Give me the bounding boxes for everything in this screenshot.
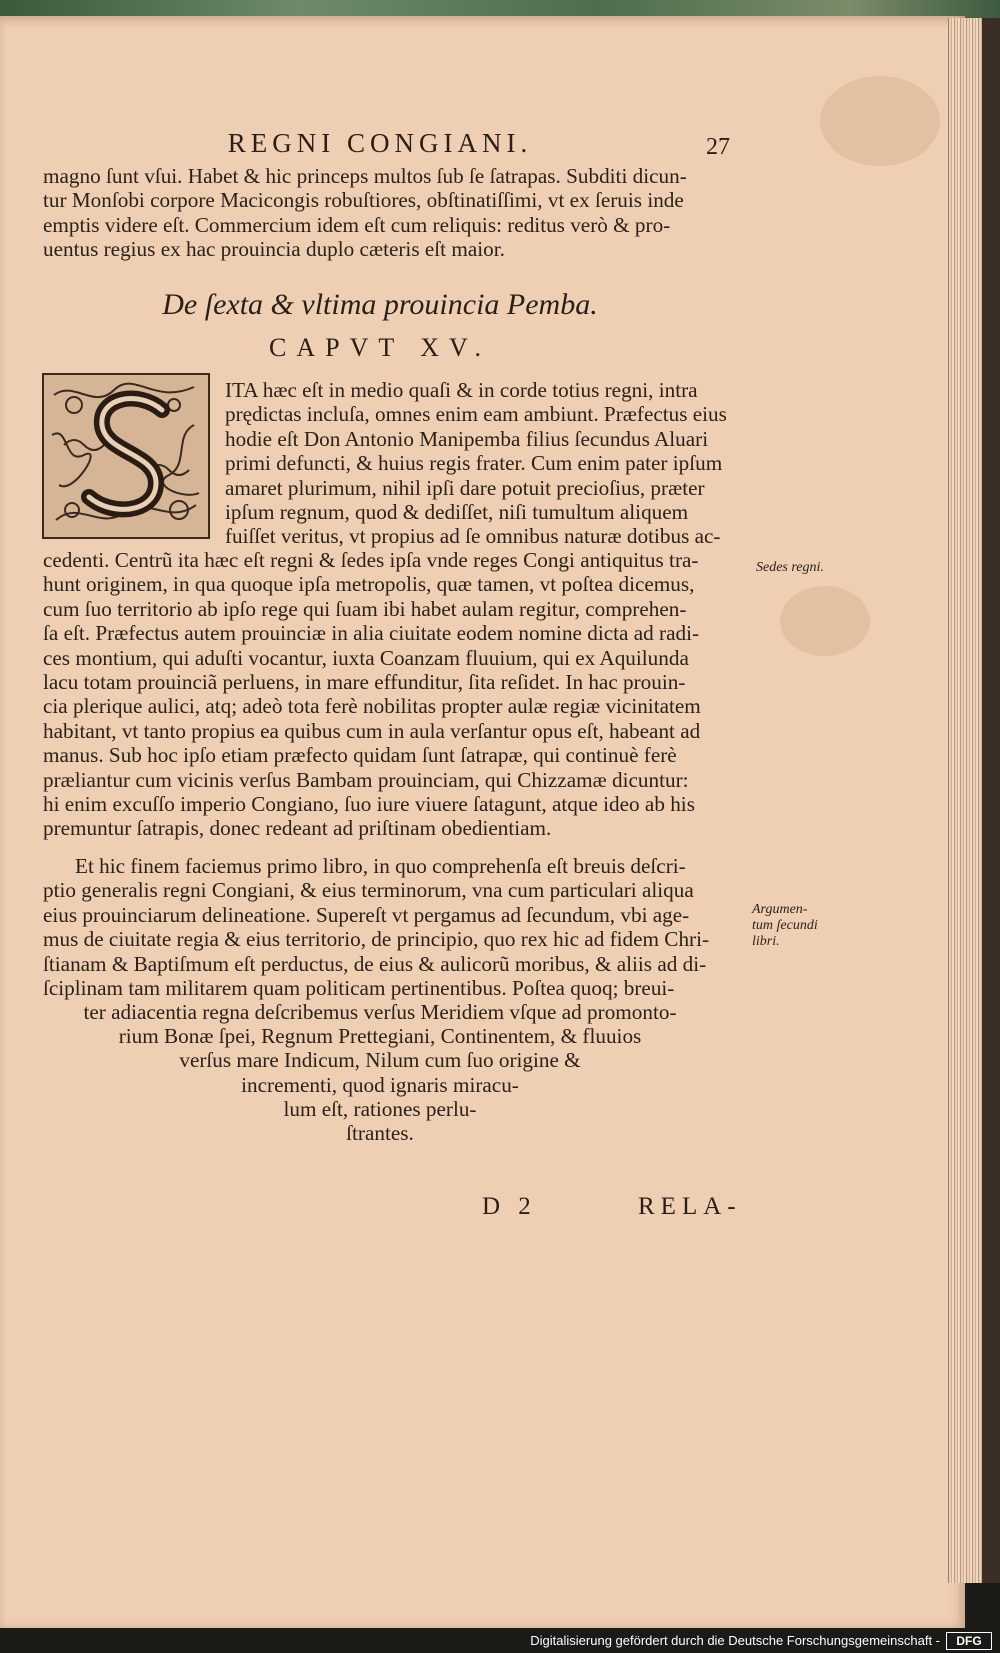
- text-line: manus. Sub hoc ipſo etiam præfecto quidam ſunt ſatrapæ, qui continuè ferè: [43, 743, 677, 768]
- text-line: amaret plurimum, nihil ipſi dare potuit precioſius, præter: [225, 475, 705, 500]
- margin-note-sedes: Sedes regni.: [756, 560, 824, 575]
- top-paragraph: [43, 164, 755, 262]
- text-line: cum ſuo territorio ab ipſo rege qui ſuam ibi habet aulam regitur, comprehen-: [43, 596, 687, 621]
- page-number: 27: [706, 134, 730, 160]
- signature-mark: D 2: [482, 1193, 537, 1220]
- text-line: primi defuncti, & huius regis frater. Cum enim pater ipſum: [225, 451, 723, 476]
- taper-line: ſtrantes.: [346, 1121, 414, 1145]
- chapter-label: CAPVT XV.: [269, 333, 491, 362]
- text-line: ipſum regnum, quod & dediſſet, niſi tumultum aliquem: [225, 500, 689, 525]
- text-line: uentus regius ex hac prouincia duplo cæteris eſt maior.: [43, 237, 505, 262]
- text-line: ſtianam & Baptiſmum eſt perductus, de eius & aulicorũ moribus, & aliis ad di-: [43, 951, 707, 976]
- text-line: hodie eſt Don Antonio Manipemba filius ſecundus Aluari: [225, 426, 709, 451]
- text-line: emptis videre eſt. Commercium idem eſt cum reliquis: reditus verò & pro-: [43, 212, 671, 237]
- text-line: fuiſſet veritus, vt propius ad ſe omnibus naturæ dotibus ac-: [225, 524, 721, 549]
- text-line: Et hic finem faciemus primo libro, in quo comprehenſa eſt breuis deſcri-: [75, 854, 686, 878]
- taper-line: rium Bonæ ſpei, Regnum Prettegiani, Continentem, & fluuios: [118, 1024, 642, 1048]
- text-line: magno ſunt vſui. Habet & hic princeps multos ſub ſe ſatrapas. Subditi dicun-: [43, 164, 687, 188]
- paper-stain: [780, 586, 870, 656]
- taper-line: incrementi, quod ignaris miracu-: [241, 1073, 519, 1097]
- text-line: tur Monſobi corpore Macicongis robuſtiores, obſtinatiſſimi, vt ex ſeruis inde: [43, 188, 684, 213]
- text-line: hunt originem, in qua quoque ipſa metropolis, quæ tamen, vt poſtea dicemus,: [43, 572, 695, 597]
- margin-note-line: libri.: [752, 934, 780, 949]
- taper-line: ter adiacentia regna deſcribemus verſus Meridiem vſque ad promonto-: [83, 1000, 677, 1024]
- text-line: ITA hæc eſt in medio quaſi & in corde totius regni, intra: [225, 378, 698, 402]
- text-line: prędictas incluſa, omnes enim eam ambiunt. Præfectus eius: [225, 402, 727, 427]
- text-line: cedenti. Centrũ ita hæc eſt regni & ſedes ipſa vnde reges Congi antiquitus tra-: [43, 548, 699, 572]
- text-line: eius prouinciarum delineatione. Supereſt vt pergamus ad ſecundum, vbi age-: [43, 902, 690, 927]
- main-paragraph: [43, 548, 755, 841]
- taper-line: verſus mare Indicum, Nilum cum ſuo origine &: [179, 1048, 581, 1072]
- taper-line: lum eſt, rationes perlu-: [283, 1097, 477, 1121]
- page-fore-edge: [948, 18, 983, 1583]
- text-line: ſa eſt. Præfectus autem prouinciæ in alia ciuitate eodem nomine dicta ad radi-: [43, 621, 700, 646]
- first-paragraph-opening: [225, 378, 755, 549]
- running-title: REGNI CONGIANI.: [227, 128, 533, 158]
- text-line: premuntur ſatrapis, donec redeant ad priſtinam obedientiam.: [43, 816, 552, 841]
- text-line: mus de ciuitate regia & eius territorio, de principio, quo rex hic ad fidem Chri-: [43, 927, 710, 952]
- margin-note-argumentum: [752, 902, 818, 950]
- section-heading: De ſexta & vltima prouincia Pemba.: [162, 288, 598, 321]
- text-line: cia plerique aulici, atq; adeò tota ferè nobilitas propter aulæ regiæ vicinitatem: [43, 694, 701, 719]
- text-line: hi enim excuſſo imperio Congiano, ſuo iure viuere ſatagunt, atque ideo ab his: [43, 792, 695, 817]
- text-line: ſciplinam tam militarem quam politicam pertinentibus. Poſtea quoq; breui-: [43, 976, 675, 1001]
- text-line: præliantur cum vicinis verſus Bambam prouinciam, qui Chizzamæ dicuntur:: [43, 767, 689, 792]
- text-line: lacu totam prouinciã perluens, in mare effunditur, ſita reſidet. In hac prouin-: [43, 670, 686, 695]
- closing-paragraph: [43, 854, 755, 1000]
- text-line: ptio generalis regni Congiani, & eius terminorum, vna cum particulari aliqua: [43, 878, 694, 903]
- text-line: ces montium, qui aduſti vocantur, iuxta Coanzam fluuium, qui ex Aquilunda: [43, 645, 689, 670]
- text-line: habitant, vt tanto propius ea quibus cum in aula verſantur opus eſt, habeant ad: [43, 718, 701, 743]
- dfg-logo: DFG: [946, 1632, 992, 1650]
- funding-credit: Digitalisierung gefördert durch die Deutsche Forschungsgemeinschaft -: [530, 1633, 940, 1648]
- catchword: RELA-: [638, 1193, 742, 1220]
- ornament-initial-icon: [44, 375, 208, 537]
- paper-stain: [820, 76, 940, 166]
- page-edge-shadow: [982, 18, 1000, 1583]
- decorated-initial-s-image: [42, 373, 210, 539]
- margin-note-line: Argumen-: [752, 902, 808, 917]
- margin-note-line: tum ſecundi: [752, 918, 818, 933]
